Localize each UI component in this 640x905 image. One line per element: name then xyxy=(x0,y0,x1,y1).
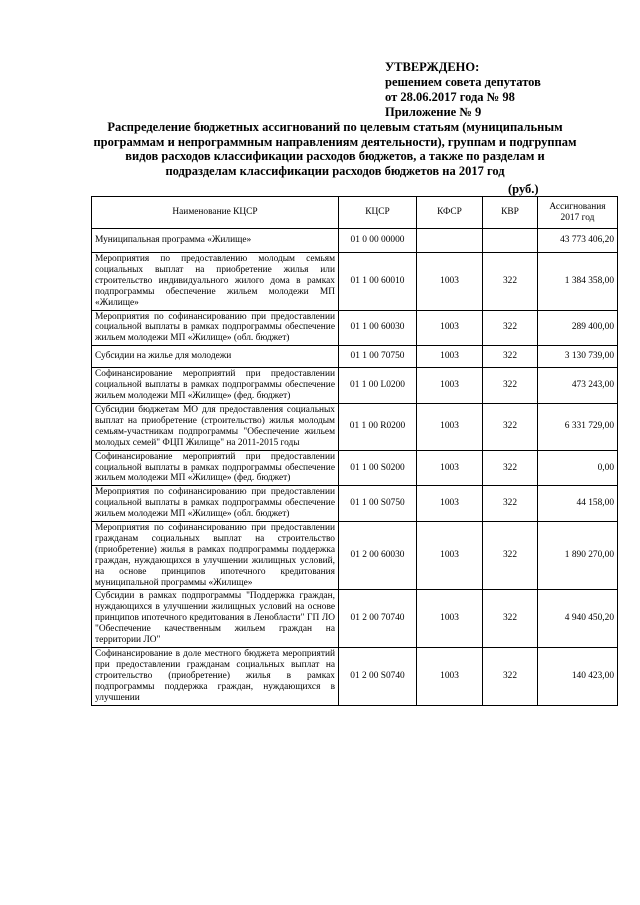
row-amount: 3 130 739,00 xyxy=(538,346,618,368)
row-kfsr: 1003 xyxy=(417,590,483,648)
header-kcsr: КЦСР xyxy=(339,197,417,229)
table-row xyxy=(92,253,618,311)
row-name: Мероприятия по софинансированию при предоставлении гражданам социальных выплат на строительство (приобретение) жилья в рамках подпрограммы поддержка граждан, нуждающихся в улучшении жилищных условий, на основе принципов ипотечного кредитования муниципальной программы «Жилище» xyxy=(92,522,339,590)
table-row xyxy=(92,522,618,590)
row-kvr xyxy=(483,229,538,253)
document-title xyxy=(90,120,580,178)
table-row xyxy=(92,450,618,486)
row-kfsr: 1003 xyxy=(417,403,483,450)
row-kfsr: 1003 xyxy=(417,368,483,404)
row-kcsr: 01 1 00 L0200 xyxy=(339,368,417,404)
table-row xyxy=(92,368,618,404)
row-kcsr: 01 1 00 R0200 xyxy=(339,403,417,450)
row-amount: 43 773 406,20 xyxy=(538,229,618,253)
table-row xyxy=(92,486,618,522)
title-line: программам и непрограммным направлениям деятельности), группам и подгруппам xyxy=(93,134,577,149)
row-kvr: 322 xyxy=(483,450,538,486)
row-kvr: 322 xyxy=(483,522,538,590)
row-kcsr: 01 1 00 S0200 xyxy=(339,450,417,486)
row-amount: 289 400,00 xyxy=(538,310,618,346)
row-kcsr: 01 1 00 70750 xyxy=(339,346,417,368)
row-kcsr: 01 1 00 60030 xyxy=(339,310,417,346)
approval-block xyxy=(385,60,541,120)
row-kvr: 322 xyxy=(483,486,538,522)
title-line: видов расходов классификации расходов бюджетов, а также по разделам и xyxy=(125,149,545,164)
title-line: подразделам классификации расходов бюджетов на 2017 год xyxy=(165,163,505,178)
row-kfsr: 1003 xyxy=(417,450,483,486)
approval-appendix: Приложение № 9 xyxy=(385,105,482,119)
row-kcsr: 01 1 00 S0750 xyxy=(339,486,417,522)
row-name: Софинансирование мероприятий при предоставлении социальной выплаты в рамках подпрограммы обеспечение жильем молодежи МП «Жилище» (фед. бюджет) xyxy=(92,368,339,404)
row-amount: 1 890 270,00 xyxy=(538,522,618,590)
row-amount: 44 158,00 xyxy=(538,486,618,522)
row-amount: 140 423,00 xyxy=(538,648,618,706)
row-kfsr xyxy=(417,229,483,253)
row-kvr: 322 xyxy=(483,253,538,311)
row-name: Софинансирование в доле местного бюджета мероприятий при предоставлении гражданам социальных выплат на строительство (приобретение) жилья в рамках подпрограммы поддержка граждан, нуждающихся в улучшении xyxy=(92,648,339,706)
row-kfsr: 1003 xyxy=(417,522,483,590)
row-amount: 6 331 729,00 xyxy=(538,403,618,450)
row-kvr: 322 xyxy=(483,403,538,450)
row-name: Субсидии бюджетам МО для предоставления социальных выплат на приобретение (строительство) жилья молодым семьям-участникам подпрограммы "Обеспечение жильем молодых семей" ФЦП Жилище" на 2011-2015 годы xyxy=(92,403,339,450)
row-kcsr: 01 0 00 00000 xyxy=(339,229,417,253)
table-row xyxy=(92,346,618,368)
row-kcsr: 01 2 00 70740 xyxy=(339,590,417,648)
approval-decision: решением совета депутатов xyxy=(385,75,541,89)
table-row xyxy=(92,590,618,648)
row-kvr: 322 xyxy=(483,590,538,648)
row-name: Субсидии в рамках подпрограммы "Поддержка граждан, нуждающихся в улучшении жилищных условий на основе принципов ипотечного кредитования в Ленобласти" ГП ЛО "Обеспечение качественным жильем граждан на территории ЛО" xyxy=(92,590,339,648)
title-line: Распределение бюджетных ассигнований по целевым статьям (муниципальным xyxy=(107,120,563,134)
row-name: Мероприятия по софинансированию при предоставлении социальной выплаты в рамках подпрограммы обеспечение жильем молодежи МП «Жилище» (обл. бюджет) xyxy=(92,486,339,522)
row-kvr: 322 xyxy=(483,310,538,346)
row-name: Муниципальная программа «Жилище» xyxy=(92,229,339,253)
header-amount: Ассигнования 2017 год xyxy=(538,197,618,229)
approval-heading: УТВЕРЖДЕНО: xyxy=(385,60,480,74)
row-amount: 0,00 xyxy=(538,450,618,486)
row-name: Субсидии на жилье для молодежи xyxy=(92,346,339,368)
row-name: Мероприятия по предоставлению молодым семьям социальных выплат на приобретение жилья или строительство индивидуального жилого дома в рамках подпрограммы обеспечение жильем молодежи МП «Жилище» xyxy=(92,253,339,311)
row-name: Софинансирование мероприятий при предоставлении социальной выплаты в рамках подпрограммы обеспечение жильем молодежи МП «Жилище» (фед. бюджет) xyxy=(92,450,339,486)
table-header-row xyxy=(92,197,618,229)
row-amount: 1 384 358,00 xyxy=(538,253,618,311)
row-kfsr: 1003 xyxy=(417,346,483,368)
row-kcsr: 01 1 00 60010 xyxy=(339,253,417,311)
approval-date: от 28.06.2017 года № 98 xyxy=(385,90,515,104)
row-kvr: 322 xyxy=(483,368,538,404)
row-kfsr: 1003 xyxy=(417,486,483,522)
header-name: Наименование КЦСР xyxy=(92,197,339,229)
row-kfsr: 1003 xyxy=(417,310,483,346)
table-row xyxy=(92,403,618,450)
row-name: Мероприятия по софинансированию при предоставлении социальной выплаты в рамках подпрограммы обеспечение жильем молодежи МП «Жилище» (обл. бюджет) xyxy=(92,310,339,346)
row-amount: 473 243,00 xyxy=(538,368,618,404)
row-kvr: 322 xyxy=(483,346,538,368)
row-kcsr: 01 2 00 S0740 xyxy=(339,648,417,706)
row-amount: 4 940 450,20 xyxy=(538,590,618,648)
header-kvr: КВР xyxy=(483,197,538,229)
table-row xyxy=(92,648,618,706)
row-kfsr: 1003 xyxy=(417,253,483,311)
budget-table xyxy=(91,196,618,706)
row-kvr: 322 xyxy=(483,648,538,706)
table-row xyxy=(92,310,618,346)
header-kfsr: КФСР xyxy=(417,197,483,229)
row-kcsr: 01 2 00 60030 xyxy=(339,522,417,590)
row-kfsr: 1003 xyxy=(417,648,483,706)
units-label: (руб.) xyxy=(508,182,539,196)
table-row xyxy=(92,229,618,253)
